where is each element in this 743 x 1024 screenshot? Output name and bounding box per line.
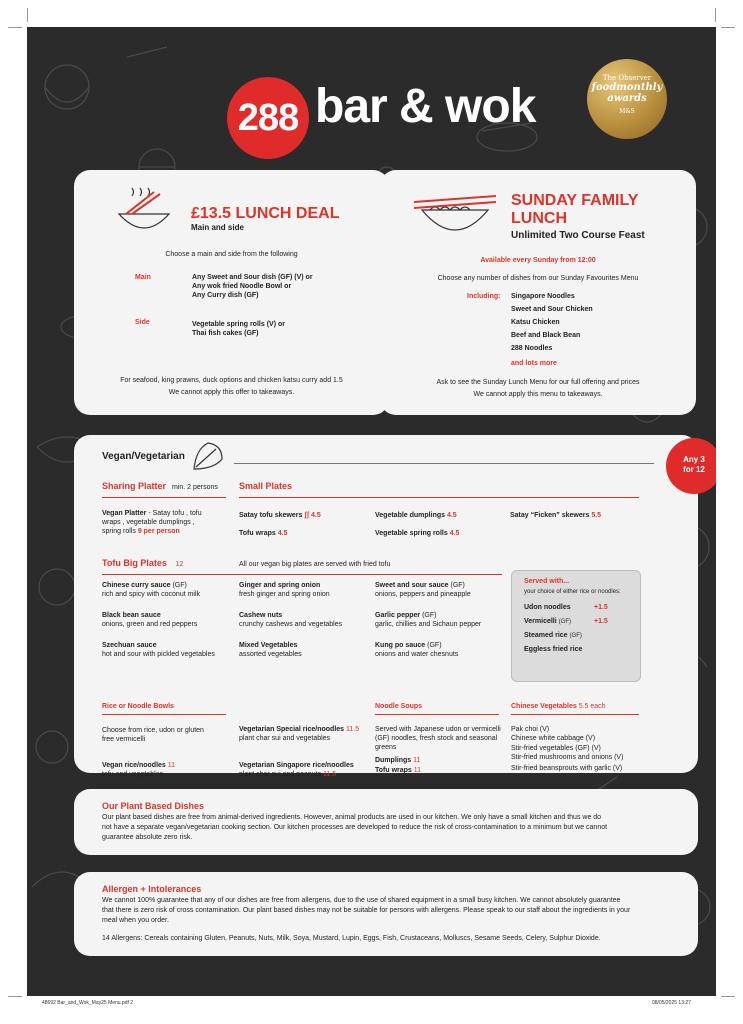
sunday-item: Beef and Black Bean	[511, 332, 581, 339]
sunday-more: and lots more	[511, 360, 557, 367]
allergen-line-3: meal when you order.	[102, 917, 169, 924]
big-plate-item	[239, 641, 369, 659]
big-plate-item	[239, 611, 369, 629]
allergen-line-2: that there is zero risk of cross contamination. Our plant based dishes may not be suitable for persons with allergens. Please speak to our staff about the ingredients in your	[102, 907, 631, 914]
big-plate-tag: (GF)	[427, 642, 442, 649]
small-plate-price: 4.5	[311, 512, 321, 519]
sharing-min: min. 2 persons	[172, 484, 218, 491]
lunch-deal-note-1: For seafood, king prawns, duck options and chicken katsu curry add 1.5	[120, 377, 343, 384]
sunday-lunch-card	[380, 170, 696, 415]
big-plate-desc: fresh ginger and spring onion	[239, 591, 330, 598]
big-plates-title-text: Tofu Big Plates	[102, 558, 167, 568]
chinese-veg-item: Stir-fried beansprouts with garlic (V)	[511, 765, 623, 772]
vegan-platter	[102, 509, 232, 536]
platter-desc-2: wraps , vegetable dumplings ,	[102, 519, 195, 526]
big-plate-desc: hot and sour with pickled vegetables	[102, 651, 215, 658]
veg-special-desc: plant char sui and vegetables	[239, 735, 331, 742]
any-3-for-12-badge	[666, 438, 716, 494]
sunday-subtitle: Unlimited Two Course Feast	[511, 230, 645, 241]
big-plate-tag: (GF)	[422, 612, 437, 619]
big-plates-note: All our vegan big plates are served with fried tofu	[239, 561, 391, 568]
vegan-heading: Vegan/Vegetarian	[102, 451, 185, 462]
big-plate-name: Chinese curry sauce	[102, 582, 171, 589]
small-plate-item	[239, 511, 321, 520]
main-option-1: Any Sweet and Sour dish (GF) (V) or	[192, 274, 313, 281]
small-plates-rule	[239, 497, 639, 498]
small-plate-name: Satay “Ficken” skewers	[510, 512, 590, 519]
logo-288-badge: 288	[227, 77, 309, 159]
served-item	[524, 631, 582, 641]
small-plate-price: 4.5	[446, 512, 457, 519]
big-plate-desc: onions and water chesnuts	[375, 651, 459, 658]
soup-item	[375, 756, 420, 765]
lunch-deal-intro: Choose a main and side from the following	[165, 251, 298, 258]
sunday-title-2: LUNCH	[511, 210, 567, 227]
served-item	[524, 645, 582, 654]
small-plate-price: 5.5	[591, 512, 602, 519]
big-plate-desc: onions, green and red peppers	[102, 621, 198, 628]
rice-rule	[102, 714, 226, 715]
big-plate-name: Sweet and sour sauce	[375, 582, 449, 589]
veg-singapore-desc-text: plant char sui and peanuts	[239, 771, 322, 778]
main-label: Main	[135, 274, 151, 281]
served-tag: (GF)	[558, 619, 571, 625]
vegan-rice-item	[102, 761, 175, 770]
big-plate-item	[375, 581, 505, 599]
small-plate-name: Vegetable spring rolls	[375, 530, 448, 537]
plant-based-title: Our Plant Based Dishes	[102, 801, 205, 811]
heading-rule	[234, 463, 654, 464]
lunch-deal-card	[74, 170, 389, 415]
allergen-title: Allergen + Intolerances	[102, 884, 202, 894]
logo-wordmark: bar & wok	[315, 80, 536, 133]
big-plate-name: Kung po sauce	[375, 642, 426, 649]
allergen-line-1: We cannot 100% guarantee that any of our dishes are free from allergens, due to the use of shared equipment in a small busy kitchen. We cannot absolutely guarantee	[102, 897, 621, 904]
served-tag: (GF)	[569, 633, 582, 639]
big-plate-item	[375, 641, 505, 659]
soup-name: Tofu wraps	[375, 767, 412, 774]
big-plate-item	[239, 581, 369, 599]
platter-desc-3: spring rolls	[102, 528, 136, 535]
lunch-deal-title: £13.5 LUNCH DEAL	[191, 205, 340, 222]
big-plate-name: Cashew nuts	[239, 612, 283, 619]
award-line2: foodmonthly awards	[591, 82, 663, 104]
served-item	[524, 617, 634, 627]
side-label: Side	[135, 319, 150, 326]
main-option-3: Any Curry dish (GF)	[192, 292, 259, 299]
small-plate-item	[375, 529, 459, 538]
sunday-choose: Choose any number of dishes from our Sunday Favourites Menu	[437, 275, 639, 282]
big-plate-item	[102, 581, 232, 599]
served-item	[524, 603, 608, 612]
vegan-rice-desc: tofu and vegetables	[102, 771, 164, 778]
sunday-available: Available every Sunday from 12:00	[480, 257, 596, 264]
big-plates-price: 12	[175, 561, 184, 568]
platter-price: 9 per person	[137, 528, 180, 535]
plant-line-2: not have a separate vegan/vegetarian cooking section. Our kitchen processes are developed to reduce the risk of cross-contamination to a minimum but we cannot	[102, 824, 608, 831]
plant-line-3: guarantee absolute zero risk.	[102, 834, 193, 841]
sunday-title-1: SUNDAY FAMILY	[511, 192, 639, 209]
tofu-big-plates-title	[102, 558, 183, 568]
big-plate-name: Szechuan sauce	[102, 642, 157, 649]
side-option-2: Thai fish cakes (GF)	[192, 330, 259, 337]
noodle-bowl-icon	[114, 184, 174, 239]
rice-intro-1: Choose from rice, udon or gluten	[102, 727, 204, 734]
sunday-note-1: Ask to see the Sunday Lunch Menu for our full offering and prices	[436, 379, 640, 386]
small-plate-item	[375, 511, 457, 520]
small-plate-name: Vegetable dumplings	[375, 512, 446, 519]
vegan-vegetarian-card	[74, 435, 705, 778]
vegan-rice-name: Vegan rice/noodles	[102, 762, 166, 769]
big-plate-item	[102, 641, 232, 659]
soup-price: 11	[413, 767, 422, 774]
chinese-vegetables-title	[511, 702, 606, 711]
badge-line-2: for 12	[683, 465, 705, 474]
veg-special-name: Vegetarian Special rice/noodles	[239, 726, 345, 733]
big-plate-desc: assorted vegetables	[239, 651, 302, 658]
badge-line-1: Any 3	[683, 455, 705, 464]
sharing-platter-title: Sharing Platter	[102, 481, 167, 491]
small-plate-price: 4.5	[449, 530, 460, 537]
small-plate-name: Tofu wraps	[239, 530, 276, 537]
sharing-rule	[102, 497, 226, 498]
platter-name: Vegan Platter	[102, 510, 147, 517]
chinese-veg-item: Stir-fried mushrooms and onions (V)	[511, 754, 624, 761]
print-file-info: 48692 Bar_and_Wok_May25 Menu.pdf 2	[42, 1000, 134, 1006]
observer-award-seal	[587, 59, 667, 139]
chilli-icon: ʃʃ	[304, 512, 310, 519]
sunday-item: Singapore Noodles	[511, 293, 575, 300]
small-plate-name: Satay tofu skewers	[239, 512, 303, 519]
big-plates-rule	[102, 574, 502, 575]
chinese-veg-item: Chinese white cabbage (V)	[511, 735, 596, 742]
soup-item	[375, 766, 421, 775]
veg-singapore-title: Vegetarian Singapore rice/noodles	[239, 762, 354, 769]
served-name: Vermicelli	[524, 618, 557, 625]
chinese-veg-price: 5.5 each	[578, 703, 606, 710]
sunday-item: Katsu Chicken	[511, 319, 560, 326]
small-plate-price: 4.5	[277, 530, 288, 537]
sunday-item: Sweet and Sour Chicken	[511, 306, 593, 313]
vegan-rice-price: 11	[167, 762, 176, 769]
served-name: Udon noodles	[524, 604, 571, 611]
small-plate-item	[239, 529, 288, 538]
pak-choi-icon	[188, 439, 228, 473]
plant-line-1: Our plant based dishes are free from animal-derived ingredients. However, animal products are used in our kitchen. We only have a small kitchen and thus we do	[102, 814, 602, 821]
platter-desc-1: - Satay tofu , tofu	[148, 510, 202, 517]
rice-noodle-title: Rice or Noodle Bowls	[102, 703, 174, 710]
plant-based-card	[74, 789, 698, 855]
small-plates-title: Small Plates	[239, 481, 293, 491]
served-extra: +1.5	[594, 604, 608, 611]
big-plate-tag: (GF)	[172, 582, 187, 589]
big-plate-item	[102, 611, 232, 629]
main-option-2: Any wok fried Noodle Bowl or	[192, 283, 292, 290]
big-plate-desc: onions, peppers and pineapple	[375, 591, 471, 598]
big-plate-item	[375, 611, 505, 629]
lunch-deal-subtitle: Main and side	[191, 223, 244, 232]
lunch-deal-note-2: We cannot apply this offer to takeaways.	[168, 389, 295, 396]
award-line1: The Observer	[602, 74, 652, 82]
veg-singapore-desc	[239, 770, 336, 779]
big-plate-name: Garlic pepper	[375, 612, 421, 619]
served-extra: +1.5	[594, 618, 608, 625]
served-name: Eggless fried rice	[524, 646, 583, 653]
veg-special-price: 11.5	[346, 726, 360, 733]
side-option-1: Vegetable spring rolls (V) or	[192, 321, 285, 328]
award-line3: M&S	[619, 108, 635, 115]
soup-desc-2: (GF) noodles, fresh stock and seasonal	[375, 735, 498, 742]
served-name: Steamed rice	[524, 632, 568, 639]
big-plate-desc: crunchy cashews and vegetables	[239, 621, 343, 628]
menu-sheet	[27, 27, 716, 996]
soup-name: Dumplings	[375, 757, 412, 764]
soup-rule	[375, 714, 499, 715]
soup-desc-3: greens	[375, 744, 397, 751]
big-plate-name: Ginger and spring onion	[239, 582, 321, 589]
big-plate-name: Black bean sauce	[102, 612, 161, 619]
big-plate-desc: rich and spicy with coconut milk	[102, 591, 201, 598]
veg-special-item	[239, 725, 359, 734]
sunday-note-2: We cannot apply this menu to takeaways.	[473, 391, 603, 398]
big-plate-desc: garlic, chillies and Sichaun pepper	[375, 621, 482, 628]
veg-singapore-price: 11.5	[323, 771, 337, 778]
chinese-veg-title-text: Chinese Vegetables	[511, 703, 577, 710]
allergen-list: 14 Allergens: Cereals containing Gluten, Peanuts, Nuts, Milk, Soya, Mustard, Lupin, Eggs, Fish, Crustaceans, Molluscs, Sesame Seeds, Celery, Sulphur Dioxide.	[102, 935, 601, 942]
served-subtitle: your choice of either rice or noodles:	[524, 589, 621, 595]
big-plate-tag: (GF)	[450, 582, 465, 589]
chinese-veg-item: Stir-fried vegetables (GF) (V)	[511, 745, 601, 752]
rice-intro-2: free vermicelli	[102, 736, 146, 743]
chinese-veg-item: Pak choi (V)	[511, 726, 550, 733]
sunday-item: 288 Noodles	[511, 345, 553, 352]
including-label: Including:	[467, 293, 501, 300]
allergen-card	[74, 872, 698, 956]
served-with-box	[511, 570, 641, 682]
veg-singapore-name	[239, 761, 354, 770]
chinese-veg-rule	[511, 714, 639, 715]
small-plate-item	[510, 511, 601, 520]
big-plate-name: Mixed Vegetables	[239, 642, 298, 649]
served-title: Served with...	[524, 578, 570, 585]
soup-price: 11	[413, 757, 421, 764]
soup-desc-1: Served with Japanese udon or vermicelli	[375, 726, 501, 733]
print-date-info: 08/05/2025 13:27	[652, 1000, 691, 1006]
noodle-soups-title: Noodle Soups	[375, 703, 423, 710]
bowl-chopsticks-icon	[410, 188, 500, 240]
